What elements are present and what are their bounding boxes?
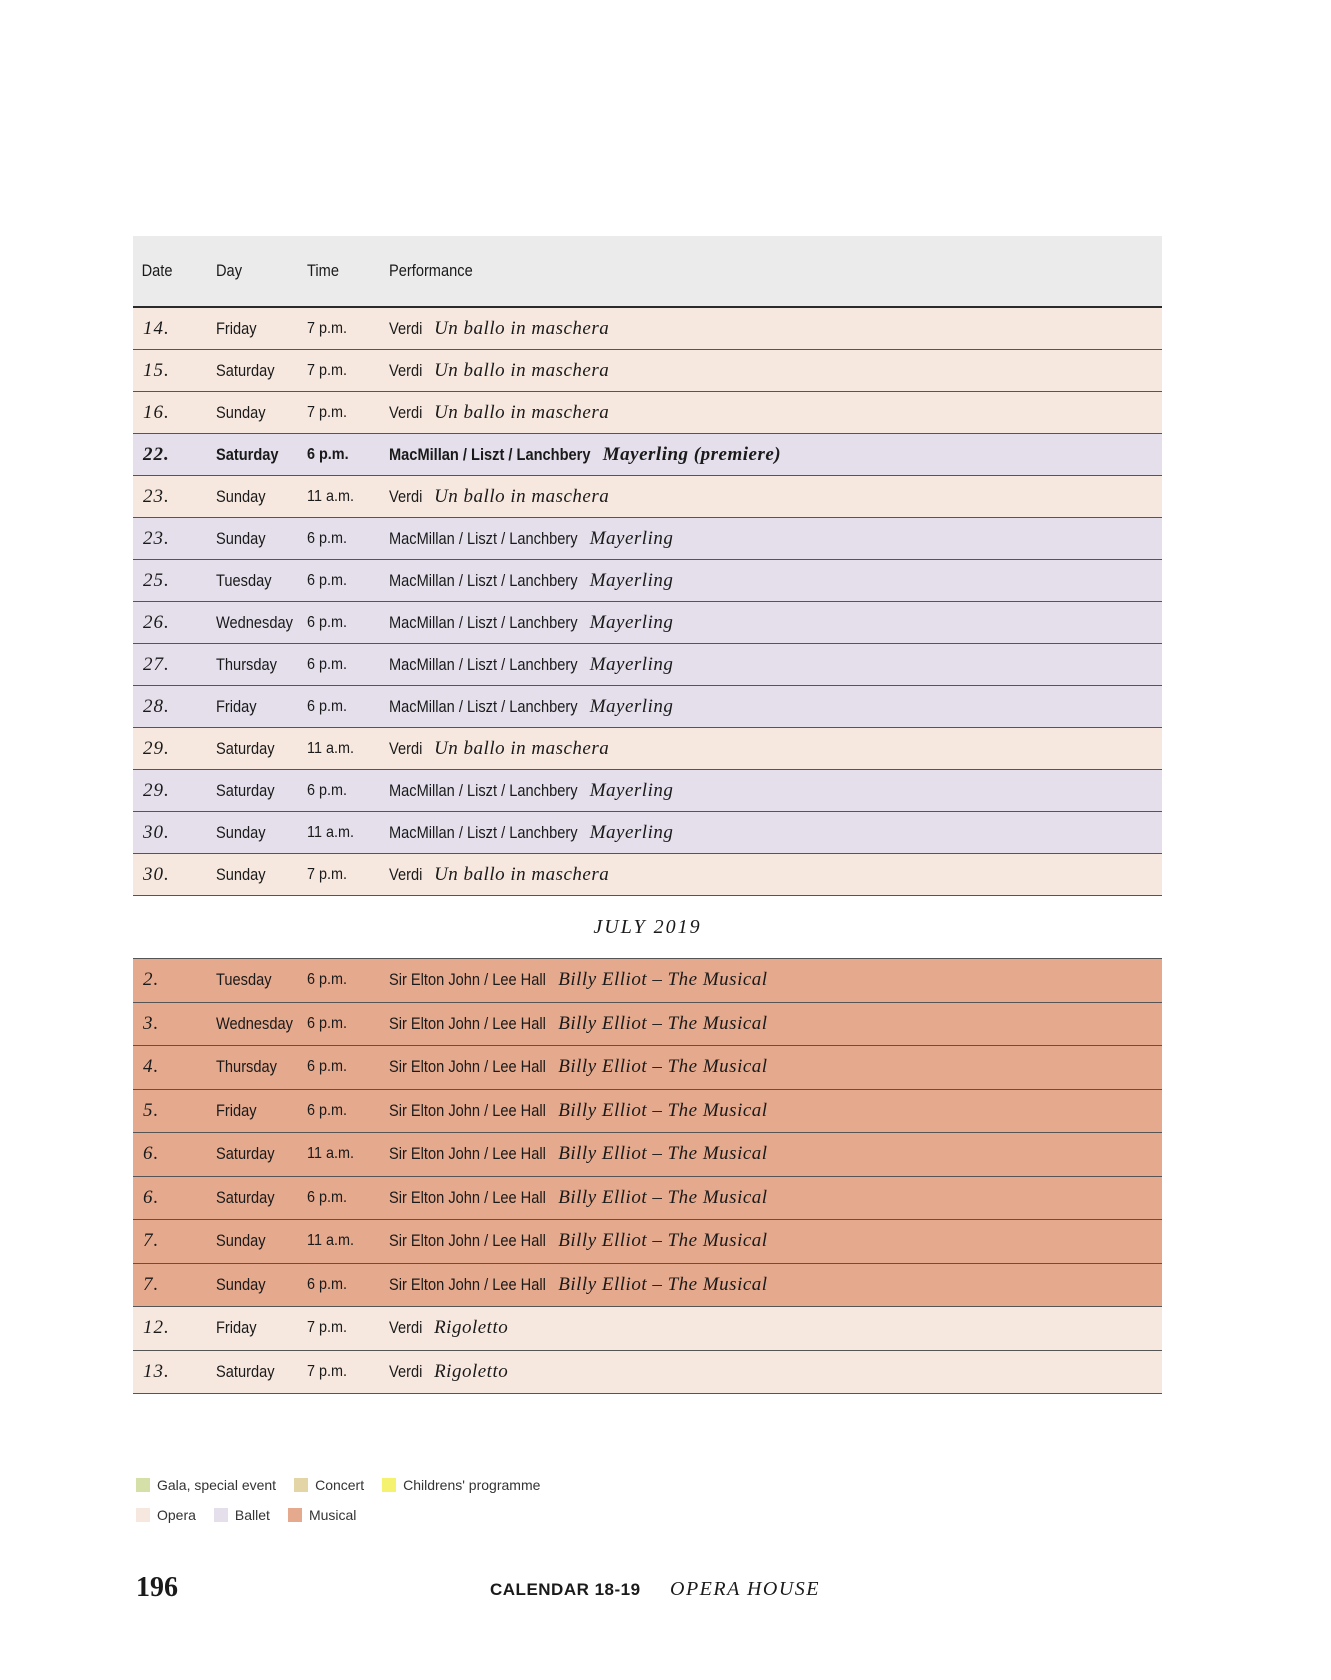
row-work: Mayerling xyxy=(589,821,674,843)
row-time: 6 p.m. xyxy=(307,1101,348,1119)
row-day: Sunday xyxy=(216,1231,266,1251)
table-row xyxy=(133,728,1162,770)
row-day: Thursday xyxy=(216,1057,277,1077)
row-time: 6 p.m. xyxy=(307,1275,348,1293)
row-date: 25. xyxy=(143,569,170,591)
row-work: Mayerling xyxy=(589,611,674,633)
legend-item xyxy=(136,1477,276,1493)
table-row xyxy=(133,1090,1162,1134)
row-time: 6 p.m. xyxy=(307,697,348,715)
june-schedule xyxy=(133,308,1162,896)
row-date: 2. xyxy=(143,969,160,991)
row-day: Tuesday xyxy=(216,570,272,590)
row-composer: MacMillan / Liszt / Lanchbery xyxy=(389,570,578,590)
header-time: Time xyxy=(307,261,339,280)
row-day: Friday xyxy=(216,696,257,716)
table-row xyxy=(133,644,1162,686)
legend-swatch xyxy=(136,1478,150,1492)
legend-item xyxy=(136,1507,196,1523)
row-work: Mayerling (premiere) xyxy=(602,443,782,465)
legend-label: Concert xyxy=(315,1477,365,1493)
row-day: Sunday xyxy=(216,528,266,548)
row-work: Billy Elliot – The Musical xyxy=(558,1273,768,1295)
row-date: 16. xyxy=(143,401,170,423)
row-performance xyxy=(389,570,1162,592)
table-row xyxy=(133,854,1162,896)
row-time: 6 p.m. xyxy=(307,445,349,463)
row-composer: MacMillan / Liszt / Lanchbery xyxy=(389,696,578,716)
row-day: Sunday xyxy=(216,822,266,842)
row-day: Wednesday xyxy=(216,1013,293,1033)
row-work: Mayerling xyxy=(589,527,674,549)
legend-label: Ballet xyxy=(234,1507,270,1523)
row-day: Friday xyxy=(216,1100,257,1120)
row-work: Billy Elliot – The Musical xyxy=(558,1056,768,1078)
row-performance xyxy=(389,822,1162,844)
table-row xyxy=(133,686,1162,728)
row-performance xyxy=(389,1361,1162,1383)
row-date: 29. xyxy=(143,737,170,759)
footer-publication: OPERA HOUSE xyxy=(670,1578,820,1600)
row-work: Mayerling xyxy=(589,695,674,717)
month-heading: JULY 2019 xyxy=(593,915,702,938)
row-work: Un ballo in maschera xyxy=(434,359,610,381)
row-time: 6 p.m. xyxy=(307,1058,348,1076)
row-time: 6 p.m. xyxy=(307,571,348,589)
row-time: 11 a.m. xyxy=(307,739,354,757)
table-row xyxy=(133,602,1162,644)
row-time: 11 a.m. xyxy=(307,1145,354,1163)
row-work: Billy Elliot – The Musical xyxy=(558,1186,768,1208)
row-day: Sunday xyxy=(216,864,266,884)
row-day: Friday xyxy=(216,318,257,338)
row-work: Mayerling xyxy=(589,569,674,591)
row-time: 7 p.m. xyxy=(307,361,348,379)
row-day: Friday xyxy=(216,1318,257,1338)
table-row xyxy=(133,434,1162,476)
row-work: Un ballo in maschera xyxy=(434,317,610,339)
row-time: 7 p.m. xyxy=(307,1319,348,1337)
row-time: 6 p.m. xyxy=(307,1188,348,1206)
row-composer: Sir Elton John / Lee Hall xyxy=(389,1144,546,1164)
row-day: Thursday xyxy=(216,654,277,674)
row-performance xyxy=(389,1056,1162,1078)
row-time: 7 p.m. xyxy=(307,319,348,337)
row-day: Saturday xyxy=(216,780,275,800)
legend-label: Childrens' programme xyxy=(403,1477,541,1493)
row-composer: Verdi xyxy=(389,1318,423,1338)
row-date: 27. xyxy=(143,653,170,675)
row-date: 7. xyxy=(143,1230,160,1252)
row-composer: Verdi xyxy=(389,864,423,884)
row-composer: Sir Elton John / Lee Hall xyxy=(389,970,546,990)
row-performance xyxy=(389,1100,1162,1122)
row-work: Billy Elliot – The Musical xyxy=(558,969,768,991)
row-performance xyxy=(389,402,1162,424)
row-composer: MacMillan / Liszt / Lanchbery xyxy=(389,780,578,800)
row-composer: Sir Elton John / Lee Hall xyxy=(389,1013,546,1033)
row-date: 4. xyxy=(143,1056,160,1078)
table-header xyxy=(133,236,1162,308)
table-row xyxy=(133,308,1162,350)
table-row xyxy=(133,1264,1162,1308)
row-composer: Sir Elton John / Lee Hall xyxy=(389,1274,546,1294)
row-performance xyxy=(389,1187,1162,1209)
row-composer: Sir Elton John / Lee Hall xyxy=(389,1057,546,1077)
row-date: 12. xyxy=(143,1317,170,1339)
row-work: Billy Elliot – The Musical xyxy=(558,1099,768,1121)
legend-row xyxy=(136,1500,558,1530)
row-performance xyxy=(389,360,1162,382)
row-work: Billy Elliot – The Musical xyxy=(558,1230,768,1252)
row-day: Saturday xyxy=(216,444,279,464)
table-row xyxy=(133,518,1162,560)
row-day: Saturday xyxy=(216,1361,275,1381)
row-date: 15. xyxy=(143,359,170,381)
row-work: Rigoletto xyxy=(434,1360,509,1382)
row-performance xyxy=(389,612,1162,634)
table-row xyxy=(133,1307,1162,1351)
row-composer: Verdi xyxy=(389,360,423,380)
row-date: 13. xyxy=(143,1360,170,1382)
row-day: Sunday xyxy=(216,402,266,422)
row-performance xyxy=(389,738,1162,760)
row-performance xyxy=(389,318,1162,340)
row-time: 6 p.m. xyxy=(307,971,348,989)
row-date: 26. xyxy=(143,611,170,633)
row-work: Rigoletto xyxy=(434,1317,509,1339)
row-performance xyxy=(389,969,1162,991)
row-day: Saturday xyxy=(216,360,275,380)
legend-label: Gala, special event xyxy=(157,1477,277,1493)
row-date: 28. xyxy=(143,695,170,717)
row-day: Saturday xyxy=(216,1144,275,1164)
legend-label: Musical xyxy=(308,1507,357,1523)
row-date: 7. xyxy=(143,1273,160,1295)
row-composer: MacMillan / Liszt / Lanchbery xyxy=(389,528,578,548)
row-work: Billy Elliot – The Musical xyxy=(558,1143,768,1165)
row-time: 11 a.m. xyxy=(307,823,354,841)
row-performance xyxy=(389,780,1162,802)
header-performance: Performance xyxy=(389,261,473,280)
row-performance xyxy=(389,1013,1162,1035)
legend xyxy=(136,1470,558,1530)
page-number: 196 xyxy=(136,1572,178,1603)
calendar-table xyxy=(133,236,1162,1394)
row-composer: Sir Elton John / Lee Hall xyxy=(389,1187,546,1207)
row-composer: Sir Elton John / Lee Hall xyxy=(389,1100,546,1120)
row-day: Saturday xyxy=(216,1187,275,1207)
row-date: 5. xyxy=(143,1099,160,1121)
row-composer: MacMillan / Liszt / Lanchbery xyxy=(389,822,578,842)
row-time: 6 p.m. xyxy=(307,781,348,799)
legend-label: Opera xyxy=(157,1507,196,1523)
row-time: 6 p.m. xyxy=(307,529,348,547)
table-row xyxy=(133,392,1162,434)
row-day: Sunday xyxy=(216,1274,266,1294)
row-performance xyxy=(389,486,1162,508)
table-row xyxy=(133,1046,1162,1090)
row-day: Saturday xyxy=(216,738,275,758)
legend-item xyxy=(214,1507,270,1523)
legend-item xyxy=(294,1477,364,1493)
legend-swatch xyxy=(382,1478,396,1492)
row-work: Mayerling xyxy=(589,779,674,801)
header-day: Day xyxy=(216,261,243,280)
row-performance xyxy=(389,1317,1162,1339)
row-day: Sunday xyxy=(216,486,266,506)
row-date: 3. xyxy=(143,1012,160,1034)
row-work: Un ballo in maschera xyxy=(434,863,610,885)
row-time: 11 a.m. xyxy=(307,487,354,505)
row-date: 22. xyxy=(143,443,170,465)
row-work: Un ballo in maschera xyxy=(434,485,610,507)
row-composer: MacMillan / Liszt / Lanchbery xyxy=(389,654,578,674)
row-time: 7 p.m. xyxy=(307,1362,348,1380)
table-row xyxy=(133,1003,1162,1047)
page-footer xyxy=(0,1570,1331,1610)
row-performance xyxy=(389,1230,1162,1252)
table-row xyxy=(133,1220,1162,1264)
row-time: 6 p.m. xyxy=(307,1014,348,1032)
table-row xyxy=(133,1177,1162,1221)
legend-item xyxy=(382,1477,540,1493)
row-time: 6 p.m. xyxy=(307,655,348,673)
table-row xyxy=(133,959,1162,1003)
row-composer: Verdi xyxy=(389,402,423,422)
row-performance xyxy=(389,696,1162,718)
row-performance xyxy=(389,444,1162,466)
footer-title: CALENDAR 18-19 xyxy=(490,1580,641,1599)
legend-swatch xyxy=(288,1508,302,1522)
row-time: 7 p.m. xyxy=(307,403,348,421)
row-performance xyxy=(389,1274,1162,1296)
row-date: 30. xyxy=(143,863,170,885)
legend-row xyxy=(136,1470,558,1500)
row-time: 6 p.m. xyxy=(307,613,348,631)
row-date: 29. xyxy=(143,779,170,801)
row-work: Mayerling xyxy=(589,653,674,675)
row-date: 23. xyxy=(143,527,170,549)
row-time: 7 p.m. xyxy=(307,865,348,883)
row-composer: Verdi xyxy=(389,738,423,758)
row-composer: Sir Elton John / Lee Hall xyxy=(389,1231,546,1251)
table-row xyxy=(133,770,1162,812)
row-performance xyxy=(389,1143,1162,1165)
row-composer: MacMillan / Liszt / Lanchbery xyxy=(389,444,591,464)
row-date: 6. xyxy=(143,1143,160,1165)
row-work: Billy Elliot – The Musical xyxy=(558,1012,768,1034)
row-composer: Verdi xyxy=(389,1361,423,1381)
row-date: 30. xyxy=(143,821,170,843)
row-composer: Verdi xyxy=(389,486,423,506)
table-row xyxy=(133,350,1162,392)
row-work: Un ballo in maschera xyxy=(434,737,610,759)
row-time: 11 a.m. xyxy=(307,1232,354,1250)
row-date: 6. xyxy=(143,1186,160,1208)
table-row xyxy=(133,812,1162,854)
row-date: 14. xyxy=(143,317,170,339)
row-work: Un ballo in maschera xyxy=(434,401,610,423)
legend-swatch xyxy=(214,1508,228,1522)
header-date: Date xyxy=(141,261,173,280)
table-row xyxy=(133,476,1162,518)
row-day: Wednesday xyxy=(216,612,293,632)
table-row xyxy=(133,560,1162,602)
legend-swatch xyxy=(136,1508,150,1522)
legend-swatch xyxy=(294,1478,308,1492)
row-performance xyxy=(389,654,1162,676)
row-composer: Verdi xyxy=(389,318,423,338)
legend-item xyxy=(288,1507,356,1523)
row-day: Tuesday xyxy=(216,970,272,990)
row-date: 23. xyxy=(143,485,170,507)
table-row xyxy=(133,1351,1162,1395)
row-performance xyxy=(389,864,1162,886)
table-row xyxy=(133,1133,1162,1177)
row-composer: MacMillan / Liszt / Lanchbery xyxy=(389,612,578,632)
row-performance xyxy=(389,528,1162,550)
july-schedule xyxy=(133,958,1162,1394)
